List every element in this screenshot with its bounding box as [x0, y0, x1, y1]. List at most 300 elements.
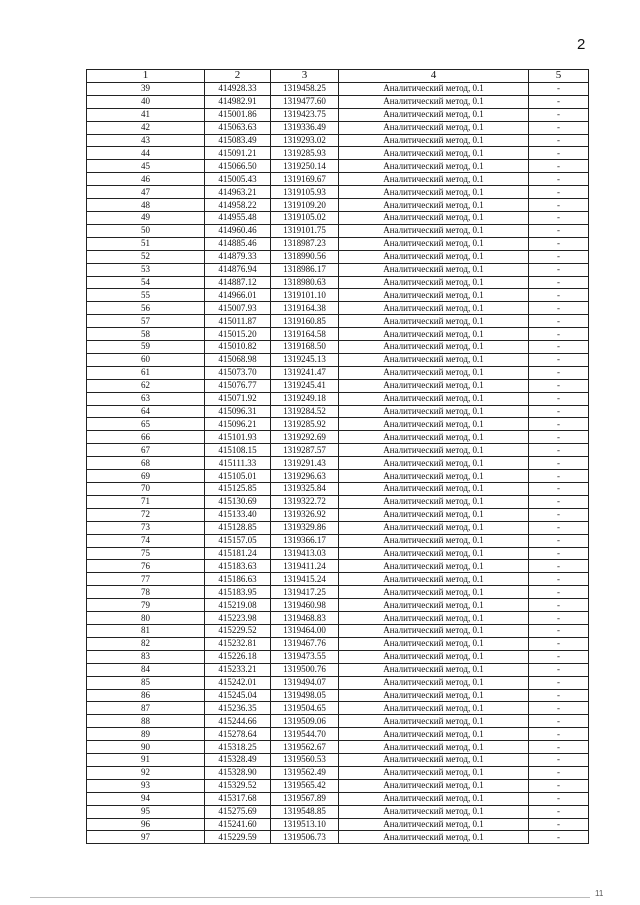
x-coordinate-cell: 415233.21	[205, 663, 271, 676]
method-cell: Аналитический метод, 0.1	[339, 444, 529, 457]
method-cell: Аналитический метод, 0.1	[339, 624, 529, 637]
table-row	[87, 224, 589, 237]
y-coordinate-cell: 1319513.10	[271, 818, 339, 831]
x-coordinate-cell: 415244.66	[205, 715, 271, 728]
table-row	[87, 831, 589, 844]
method-cell: Аналитический метод, 0.1	[339, 457, 529, 470]
y-coordinate-cell: 1319548.85	[271, 805, 339, 818]
point-number-cell: 94	[87, 792, 205, 805]
y-coordinate-cell: 1319560.53	[271, 754, 339, 767]
table-row	[87, 663, 589, 676]
note-cell: -	[529, 573, 589, 586]
point-number-cell: 64	[87, 405, 205, 418]
x-coordinate-cell: 415101.93	[205, 431, 271, 444]
method-cell: Аналитический метод, 0.1	[339, 792, 529, 805]
point-number-cell: 97	[87, 831, 205, 844]
y-coordinate-cell: 1319287.57	[271, 444, 339, 457]
point-number-cell: 61	[87, 366, 205, 379]
note-cell: -	[529, 689, 589, 702]
point-number-cell: 92	[87, 766, 205, 779]
x-coordinate-cell: 415066.50	[205, 160, 271, 173]
point-number-cell: 65	[87, 418, 205, 431]
method-cell: Аналитический метод, 0.1	[339, 134, 529, 147]
method-cell: Аналитический метод, 0.1	[339, 328, 529, 341]
y-coordinate-cell: 1318980.63	[271, 276, 339, 289]
y-coordinate-cell: 1319477.60	[271, 95, 339, 108]
table-row	[87, 676, 589, 689]
x-coordinate-cell: 415083.49	[205, 134, 271, 147]
note-cell: -	[529, 289, 589, 302]
point-number-cell: 89	[87, 728, 205, 741]
point-number-cell: 66	[87, 431, 205, 444]
method-cell: Аналитический метод, 0.1	[339, 121, 529, 134]
point-number-cell: 40	[87, 95, 205, 108]
note-cell: -	[529, 353, 589, 366]
method-cell: Аналитический метод, 0.1	[339, 147, 529, 160]
y-coordinate-cell: 1319460.98	[271, 599, 339, 612]
point-number-cell: 87	[87, 702, 205, 715]
y-coordinate-cell: 1319544.70	[271, 728, 339, 741]
note-cell: -	[529, 805, 589, 818]
method-cell: Аналитический метод, 0.1	[339, 805, 529, 818]
note-cell: -	[529, 702, 589, 715]
note-cell: -	[529, 792, 589, 805]
point-number-cell: 78	[87, 586, 205, 599]
method-cell: Аналитический метод, 0.1	[339, 353, 529, 366]
method-cell: Аналитический метод, 0.1	[339, 560, 529, 573]
point-number-cell: 41	[87, 108, 205, 121]
y-coordinate-cell: 1319164.38	[271, 302, 339, 315]
y-coordinate-cell: 1319506.73	[271, 831, 339, 844]
table-row	[87, 199, 589, 212]
note-cell: -	[529, 547, 589, 560]
x-coordinate-cell: 415329.52	[205, 779, 271, 792]
y-coordinate-cell: 1319105.02	[271, 211, 339, 224]
method-cell: Аналитический метод, 0.1	[339, 224, 529, 237]
method-cell: Аналитический метод, 0.1	[339, 650, 529, 663]
y-coordinate-cell: 1319417.25	[271, 586, 339, 599]
point-number-cell: 45	[87, 160, 205, 173]
x-coordinate-cell: 415328.90	[205, 766, 271, 779]
point-number-cell: 50	[87, 224, 205, 237]
note-cell: -	[529, 315, 589, 328]
table-row	[87, 741, 589, 754]
method-cell: Аналитический метод, 0.1	[339, 418, 529, 431]
method-cell: Аналитический метод, 0.1	[339, 508, 529, 521]
method-cell: Аналитический метод, 0.1	[339, 250, 529, 263]
x-coordinate-cell: 414928.33	[205, 82, 271, 95]
note-cell: -	[529, 741, 589, 754]
y-coordinate-cell: 1319366.17	[271, 534, 339, 547]
x-coordinate-cell: 415226.18	[205, 650, 271, 663]
table-row	[87, 702, 589, 715]
method-cell: Аналитический метод, 0.1	[339, 173, 529, 186]
y-coordinate-cell: 1319500.76	[271, 663, 339, 676]
table-row	[87, 341, 589, 354]
table-row	[87, 315, 589, 328]
x-coordinate-cell: 415105.01	[205, 470, 271, 483]
note-cell: -	[529, 250, 589, 263]
table-row	[87, 431, 589, 444]
point-number-cell: 60	[87, 353, 205, 366]
method-cell: Аналитический метод, 0.1	[339, 676, 529, 689]
point-number-cell: 62	[87, 379, 205, 392]
y-coordinate-cell: 1319169.67	[271, 173, 339, 186]
method-cell: Аналитический метод, 0.1	[339, 211, 529, 224]
x-coordinate-cell: 415229.59	[205, 831, 271, 844]
table-row	[87, 547, 589, 560]
table-row	[87, 689, 589, 702]
table-row	[87, 495, 589, 508]
y-coordinate-cell: 1319250.14	[271, 160, 339, 173]
table-row	[87, 173, 589, 186]
method-cell: Аналитический метод, 0.1	[339, 108, 529, 121]
table-row	[87, 650, 589, 663]
y-coordinate-cell: 1319249.18	[271, 392, 339, 405]
method-cell: Аналитический метод, 0.1	[339, 160, 529, 173]
note-cell: -	[529, 199, 589, 212]
point-number-cell: 96	[87, 818, 205, 831]
method-cell: Аналитический метод, 0.1	[339, 483, 529, 496]
table-row	[87, 147, 589, 160]
method-cell: Аналитический метод, 0.1	[339, 289, 529, 302]
note-cell: -	[529, 818, 589, 831]
y-coordinate-cell: 1319567.89	[271, 792, 339, 805]
method-cell: Аналитический метод, 0.1	[339, 521, 529, 534]
point-number-cell: 55	[87, 289, 205, 302]
method-cell: Аналитический метод, 0.1	[339, 831, 529, 844]
method-cell: Аналитический метод, 0.1	[339, 689, 529, 702]
point-number-cell: 69	[87, 470, 205, 483]
x-coordinate-cell: 414955.48	[205, 211, 271, 224]
table-row	[87, 160, 589, 173]
point-number-cell: 73	[87, 521, 205, 534]
method-cell: Аналитический метод, 0.1	[339, 470, 529, 483]
y-coordinate-cell: 1319296.63	[271, 470, 339, 483]
point-number-cell: 95	[87, 805, 205, 818]
y-coordinate-cell: 1319509.06	[271, 715, 339, 728]
point-number-cell: 49	[87, 211, 205, 224]
method-cell: Аналитический метод, 0.1	[339, 276, 529, 289]
x-coordinate-cell: 415111.33	[205, 457, 271, 470]
method-cell: Аналитический метод, 0.1	[339, 599, 529, 612]
y-coordinate-cell: 1319468.83	[271, 612, 339, 625]
point-number-cell: 53	[87, 263, 205, 276]
method-cell: Аналитический метод, 0.1	[339, 547, 529, 560]
note-cell: -	[529, 224, 589, 237]
method-cell: Аналитический метод, 0.1	[339, 186, 529, 199]
point-number-cell: 44	[87, 147, 205, 160]
table-row	[87, 779, 589, 792]
x-coordinate-cell: 415133.40	[205, 508, 271, 521]
x-coordinate-cell: 415181.24	[205, 547, 271, 560]
note-cell: -	[529, 444, 589, 457]
note-cell: -	[529, 276, 589, 289]
point-number-cell: 67	[87, 444, 205, 457]
y-coordinate-cell: 1319464.00	[271, 624, 339, 637]
note-cell: -	[529, 173, 589, 186]
x-coordinate-cell: 414982.91	[205, 95, 271, 108]
note-cell: -	[529, 160, 589, 173]
x-coordinate-cell: 415073.70	[205, 366, 271, 379]
x-coordinate-cell: 415068.98	[205, 353, 271, 366]
point-number-cell: 84	[87, 663, 205, 676]
x-coordinate-cell: 415317.68	[205, 792, 271, 805]
x-coordinate-cell: 414960.46	[205, 224, 271, 237]
method-cell: Аналитический метод, 0.1	[339, 754, 529, 767]
x-coordinate-cell: 415091.21	[205, 147, 271, 160]
point-number-cell: 79	[87, 599, 205, 612]
y-coordinate-cell: 1319105.93	[271, 186, 339, 199]
table-row	[87, 792, 589, 805]
table-row	[87, 444, 589, 457]
table-row	[87, 508, 589, 521]
point-number-cell: 82	[87, 637, 205, 650]
x-coordinate-cell: 414958.22	[205, 199, 271, 212]
table-row	[87, 366, 589, 379]
y-coordinate-cell: 1319160.85	[271, 315, 339, 328]
note-cell: -	[529, 715, 589, 728]
table-row	[87, 250, 589, 263]
page-number: 2	[577, 36, 586, 53]
y-coordinate-cell: 1319504.65	[271, 702, 339, 715]
y-coordinate-cell: 1319498.05	[271, 689, 339, 702]
x-coordinate-cell: 415242.01	[205, 676, 271, 689]
point-number-cell: 90	[87, 741, 205, 754]
note-cell: -	[529, 457, 589, 470]
method-cell: Аналитический метод, 0.1	[339, 392, 529, 405]
point-number-cell: 93	[87, 779, 205, 792]
method-cell: Аналитический метод, 0.1	[339, 715, 529, 728]
header-col-3: 3	[271, 70, 339, 83]
point-number-cell: 42	[87, 121, 205, 134]
point-number-cell: 77	[87, 573, 205, 586]
note-cell: -	[529, 728, 589, 741]
note-cell: -	[529, 612, 589, 625]
x-coordinate-cell: 415183.63	[205, 560, 271, 573]
point-number-cell: 86	[87, 689, 205, 702]
point-number-cell: 58	[87, 328, 205, 341]
x-coordinate-cell: 414963.21	[205, 186, 271, 199]
method-cell: Аналитический метод, 0.1	[339, 82, 529, 95]
point-number-cell: 51	[87, 237, 205, 250]
point-number-cell: 81	[87, 624, 205, 637]
method-cell: Аналитический метод, 0.1	[339, 263, 529, 276]
table-row	[87, 637, 589, 650]
table-row	[87, 612, 589, 625]
coordinates-table	[86, 69, 589, 844]
note-cell: -	[529, 624, 589, 637]
y-coordinate-cell: 1319415.24	[271, 573, 339, 586]
note-cell: -	[529, 263, 589, 276]
point-number-cell: 83	[87, 650, 205, 663]
y-coordinate-cell: 1319285.92	[271, 418, 339, 431]
method-cell: Аналитический метод, 0.1	[339, 315, 529, 328]
note-cell: -	[529, 483, 589, 496]
table-row	[87, 328, 589, 341]
x-coordinate-cell: 415229.52	[205, 624, 271, 637]
note-cell: -	[529, 302, 589, 315]
note-cell: -	[529, 366, 589, 379]
method-cell: Аналитический метод, 0.1	[339, 95, 529, 108]
note-cell: -	[529, 534, 589, 547]
x-coordinate-cell: 415011.87	[205, 315, 271, 328]
table-row	[87, 95, 589, 108]
table-row	[87, 108, 589, 121]
table-row	[87, 534, 589, 547]
method-cell: Аналитический метод, 0.1	[339, 741, 529, 754]
point-number-cell: 88	[87, 715, 205, 728]
y-coordinate-cell: 1319291.43	[271, 457, 339, 470]
method-cell: Аналитический метод, 0.1	[339, 366, 529, 379]
note-cell: -	[529, 779, 589, 792]
note-cell: -	[529, 508, 589, 521]
x-coordinate-cell: 415219.08	[205, 599, 271, 612]
note-cell: -	[529, 379, 589, 392]
method-cell: Аналитический метод, 0.1	[339, 495, 529, 508]
note-cell: -	[529, 186, 589, 199]
footer-divider	[30, 897, 590, 898]
point-number-cell: 74	[87, 534, 205, 547]
note-cell: -	[529, 147, 589, 160]
header-col-5: 5	[529, 70, 589, 83]
point-number-cell: 54	[87, 276, 205, 289]
table-header-row	[87, 70, 589, 83]
method-cell: Аналитический метод, 0.1	[339, 302, 529, 315]
table-row	[87, 754, 589, 767]
point-number-cell: 63	[87, 392, 205, 405]
table-row	[87, 586, 589, 599]
x-coordinate-cell: 415076.77	[205, 379, 271, 392]
y-coordinate-cell: 1319285.93	[271, 147, 339, 160]
method-cell: Аналитический метод, 0.1	[339, 405, 529, 418]
method-cell: Аналитический метод, 0.1	[339, 237, 529, 250]
table-row	[87, 186, 589, 199]
y-coordinate-cell: 1319336.49	[271, 121, 339, 134]
x-coordinate-cell: 415157.05	[205, 534, 271, 547]
footer-mark: 11	[595, 889, 604, 898]
y-coordinate-cell: 1319325.84	[271, 483, 339, 496]
method-cell: Аналитический метод, 0.1	[339, 766, 529, 779]
note-cell: -	[529, 418, 589, 431]
y-coordinate-cell: 1319322.72	[271, 495, 339, 508]
point-number-cell: 47	[87, 186, 205, 199]
y-coordinate-cell: 1319473.55	[271, 650, 339, 663]
x-coordinate-cell: 415015.20	[205, 328, 271, 341]
x-coordinate-cell: 414966.01	[205, 289, 271, 302]
y-coordinate-cell: 1319241.47	[271, 366, 339, 379]
note-cell: -	[529, 95, 589, 108]
table-row	[87, 573, 589, 586]
y-coordinate-cell: 1319101.10	[271, 289, 339, 302]
note-cell: -	[529, 121, 589, 134]
note-cell: -	[529, 754, 589, 767]
method-cell: Аналитический метод, 0.1	[339, 199, 529, 212]
table-row	[87, 715, 589, 728]
header-col-4: 4	[339, 70, 529, 83]
table-row	[87, 405, 589, 418]
table-row	[87, 289, 589, 302]
note-cell: -	[529, 237, 589, 250]
y-coordinate-cell: 1319292.69	[271, 431, 339, 444]
y-coordinate-cell: 1319411.24	[271, 560, 339, 573]
point-number-cell: 72	[87, 508, 205, 521]
x-coordinate-cell: 414885.46	[205, 237, 271, 250]
table-row	[87, 82, 589, 95]
x-coordinate-cell: 415183.95	[205, 586, 271, 599]
note-cell: -	[529, 431, 589, 444]
x-coordinate-cell: 415186.63	[205, 573, 271, 586]
note-cell: -	[529, 405, 589, 418]
point-number-cell: 68	[87, 457, 205, 470]
table-row	[87, 302, 589, 315]
table-row	[87, 818, 589, 831]
note-cell: -	[529, 663, 589, 676]
point-number-cell: 91	[87, 754, 205, 767]
point-number-cell: 52	[87, 250, 205, 263]
y-coordinate-cell: 1319284.52	[271, 405, 339, 418]
y-coordinate-cell: 1319565.42	[271, 779, 339, 792]
method-cell: Аналитический метод, 0.1	[339, 573, 529, 586]
x-coordinate-cell: 415005.43	[205, 173, 271, 186]
x-coordinate-cell: 414887.12	[205, 276, 271, 289]
y-coordinate-cell: 1319293.02	[271, 134, 339, 147]
table-row	[87, 457, 589, 470]
y-coordinate-cell: 1318987.23	[271, 237, 339, 250]
y-coordinate-cell: 1319467.76	[271, 637, 339, 650]
x-coordinate-cell: 415125.85	[205, 483, 271, 496]
method-cell: Аналитический метод, 0.1	[339, 341, 529, 354]
header-col-1: 1	[87, 70, 205, 83]
x-coordinate-cell: 415223.98	[205, 612, 271, 625]
x-coordinate-cell: 415328.49	[205, 754, 271, 767]
x-coordinate-cell: 415245.04	[205, 689, 271, 702]
note-cell: -	[529, 599, 589, 612]
note-cell: -	[529, 637, 589, 650]
y-coordinate-cell: 1319413.03	[271, 547, 339, 560]
y-coordinate-cell: 1319168.50	[271, 341, 339, 354]
method-cell: Аналитический метод, 0.1	[339, 818, 529, 831]
table-row	[87, 728, 589, 741]
x-coordinate-cell: 415232.81	[205, 637, 271, 650]
x-coordinate-cell: 415318.25	[205, 741, 271, 754]
x-coordinate-cell: 415130.69	[205, 495, 271, 508]
table-row	[87, 353, 589, 366]
y-coordinate-cell: 1319326.92	[271, 508, 339, 521]
y-coordinate-cell: 1319458.25	[271, 82, 339, 95]
table-row	[87, 392, 589, 405]
method-cell: Аналитический метод, 0.1	[339, 779, 529, 792]
method-cell: Аналитический метод, 0.1	[339, 728, 529, 741]
header-col-2: 2	[205, 70, 271, 83]
note-cell: -	[529, 82, 589, 95]
point-number-cell: 70	[87, 483, 205, 496]
note-cell: -	[529, 650, 589, 663]
y-coordinate-cell: 1319109.20	[271, 199, 339, 212]
table-row	[87, 121, 589, 134]
note-cell: -	[529, 211, 589, 224]
note-cell: -	[529, 521, 589, 534]
table-row	[87, 624, 589, 637]
x-coordinate-cell: 415096.31	[205, 405, 271, 418]
method-cell: Аналитический метод, 0.1	[339, 534, 529, 547]
y-coordinate-cell: 1318990.56	[271, 250, 339, 263]
point-number-cell: 57	[87, 315, 205, 328]
table-row	[87, 521, 589, 534]
note-cell: -	[529, 766, 589, 779]
x-coordinate-cell: 415096.21	[205, 418, 271, 431]
note-cell: -	[529, 495, 589, 508]
